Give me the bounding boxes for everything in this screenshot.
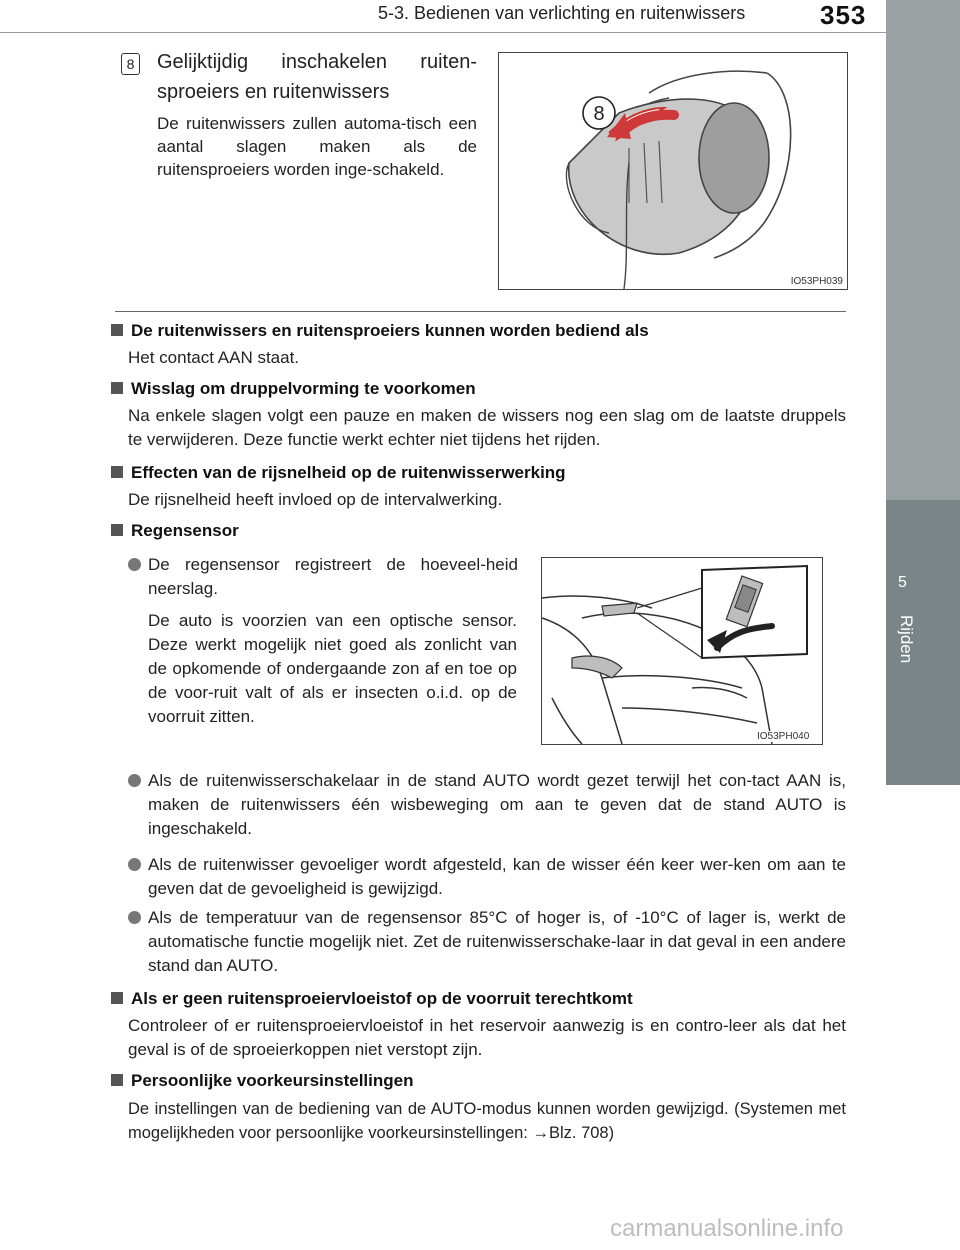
wiper-lever-illustration [498, 52, 848, 290]
figure-callout-8: 8 [593, 103, 605, 125]
running-header: 5-3. Bedienen van verlichting en ruitenwissers [378, 3, 746, 23]
section-heading: Regensensor [111, 521, 239, 541]
section-heading: Effecten van de rijsnelheid op de ruitenwisserwerking [111, 463, 566, 483]
chapter-tab [886, 0, 960, 785]
step-title: Gelijktijdig inschakelen ruiten-sproeiers en ruitenwissers [157, 51, 477, 103]
section-body: Controleer of er ruitensproeiervloeistof in het reservoir aanwezig is en contro-leer als dat het geval is of de sproeierkoppen niet verstopt zijn. [128, 1016, 846, 1059]
watermark: carmanualsonline.info [610, 1215, 844, 1242]
section-divider [115, 311, 846, 312]
bullet-continuation: De auto is voorzien van een optische sensor. Deze werkt mogelijk niet goed als zonlicht van de opkomende of ondergaande zon af en toe op de voor-ruit valt of als er insecten o.i.d. op de voorruit zitten. [148, 611, 517, 726]
header-rule [0, 32, 886, 33]
rain-sensor-illustration [541, 557, 823, 745]
figure-code: IO53PH040 [757, 731, 810, 742]
wiper-lever-drawing [499, 53, 847, 289]
section-body: Na enkele slagen volgt een pauze en maken de wissers nog een slag om de laatste druppels te verwijderen. Deze functie werkt echter niet tijdens het rijden. [128, 406, 846, 449]
section-body: Het contact AAN staat. [128, 348, 300, 367]
square-bullet-icon [111, 382, 123, 394]
square-bullet-icon [111, 324, 123, 336]
figure-code: IO53PH039 [790, 276, 843, 287]
round-bullet-icon [128, 858, 141, 871]
section-body: De instellingen van de bediening van de AUTO-modus kunnen worden gewijzigd. (Systemen met mogelijkheden voor persoonlijke voorkeursinstellingen: →Blz. 708) [128, 1100, 846, 1142]
square-bullet-icon [111, 524, 123, 536]
step-number-badge: 8 [121, 53, 140, 75]
bullet-item: Als de ruitenwisser gevoeliger wordt afgesteld, kan de wisser één keer wer-ken om aan te geven dat de gevoeligheid is gewijzigd. [128, 853, 846, 901]
bullet-item: Als de temperatuur van de regensensor 85°C of hoger is, of -10°C of lager is, werkt de automatische functie mogelijk niet. Zet de ruitenwisserschake-laar in dat geval in een andere stand dan AUTO. [128, 906, 846, 978]
round-bullet-icon [128, 911, 141, 924]
section-heading: Persoonlijke voorkeursinstellingen [111, 1071, 413, 1091]
section-heading: Wisslag om druppelvorming te voorkomen [111, 379, 476, 399]
square-bullet-icon [111, 1074, 123, 1086]
chapter-label: Rijden [897, 615, 916, 664]
section-heading: De ruitenwissers en ruitensproeiers kunnen worden bediend als [111, 321, 649, 341]
page-number: 353 [820, 0, 867, 30]
bullet-item: De regensensor registreert de hoeveel-heid neerslag. [128, 553, 518, 601]
step-description: De ruitenwissers zullen automa-tisch een aantal slagen maken als de ruitensproeiers worden inge-schakeld. [157, 114, 477, 179]
round-bullet-icon [128, 774, 141, 787]
round-bullet-icon [128, 558, 141, 571]
chapter-number: 5 [898, 574, 907, 591]
bullet-item: Als de ruitenwisserschakelaar in de stand AUTO wordt gezet terwijl het con-tact AAN is, maken de ruitenwissers één wisbeweging om aan te geven dat de stand AUTO is ingeschakeld. [128, 769, 846, 841]
square-bullet-icon [111, 992, 123, 1004]
section-body: De rijsnelheid heeft invloed op de intervalwerking. [128, 490, 503, 509]
rain-sensor-drawing [542, 558, 822, 744]
section-heading: Als er geen ruitensproeiervloeistof op de voorruit terechtkomt [111, 989, 633, 1009]
square-bullet-icon [111, 466, 123, 478]
